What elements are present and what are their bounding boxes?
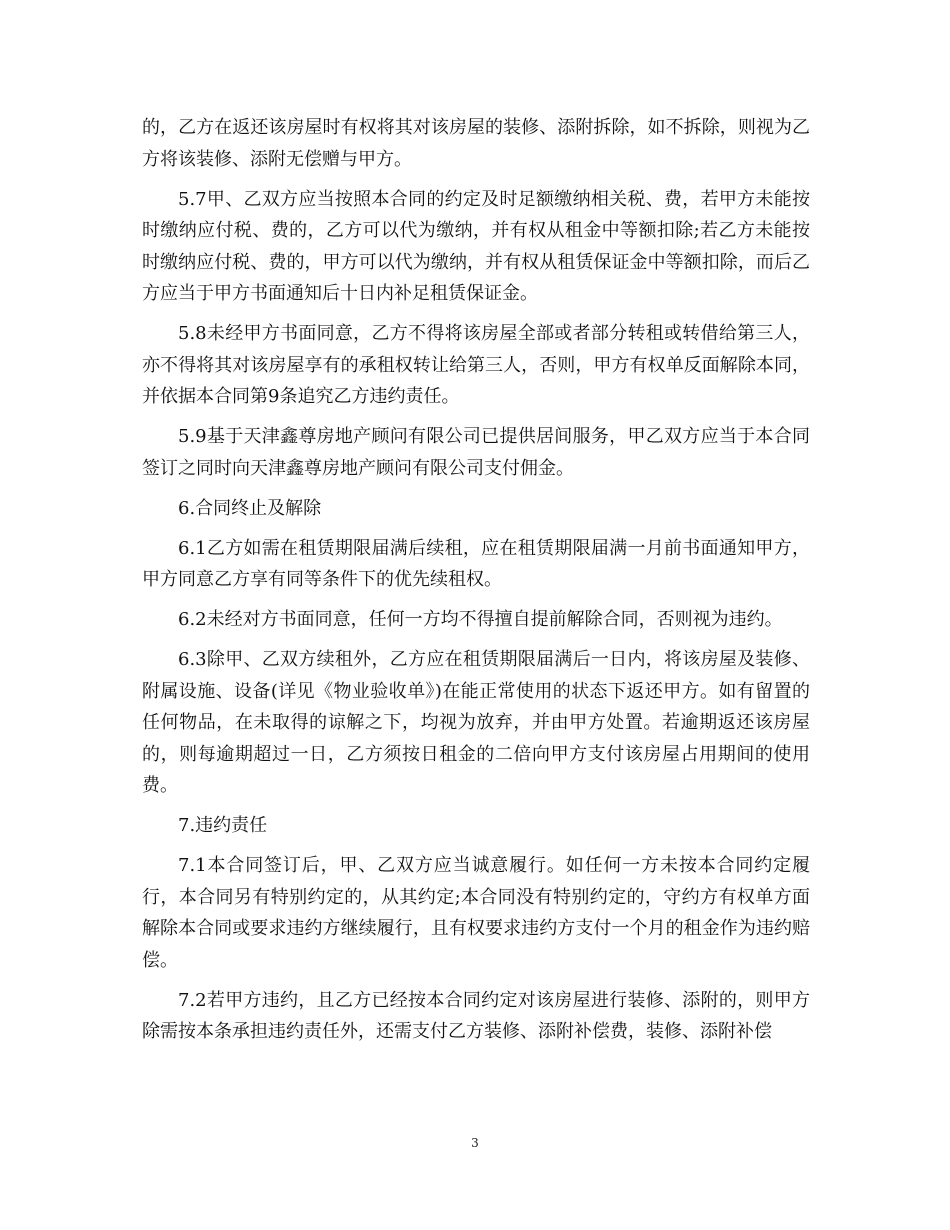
paragraph-6-2: 6.2未经对方书面同意，任何一方均不得擅自提前解除合同，否则视为违约。 xyxy=(178,609,783,630)
paragraph-5-7: 5.7甲、乙双方应当按照本合同的约定及时足额缴纳相关税、费，若甲方未能按时缴纳应付税、费的，乙方可以代为缴纳，并有权从租金中等额扣除;若乙方未能按时缴纳应付税、费的，甲方可以代为缴纳，并有权从租赁保证金中等额扣除，而后乙方应当于甲方书面通知后十日内补足租赁保证金。 xyxy=(142,188,810,304)
page-number: 3 xyxy=(471,1136,479,1150)
section-heading-6: 6.合同终止及解除 xyxy=(178,497,322,519)
paragraph-6-1: 6.1乙方如需在租赁期限届满后续租，应在租赁期限届满一月前书面通知甲方，甲方同意乙方享有同等条件下的优先续租权。 xyxy=(142,537,810,590)
section-heading-7: 7.违约责任 xyxy=(178,815,268,836)
paragraph-continued: 的，乙方在返还该房屋时有权将其对该房屋的装修、添附拆除，如不拆除，则视为乙方将该装修、添附无偿赠与甲方。 xyxy=(142,117,810,170)
paragraph-7-1: 7.1本合同签订后，甲、乙双方应当诚意履行。如任何一方未按本合同约定履行，本合同另有特别约定的，从其约定;本合同没有特别约定的，守约方有权单方面解除本合同或要求违约方继续履行，且有权要求违约方支付一个月的租金作为违约赔偿。 xyxy=(142,855,810,971)
paragraph-5-9: 5.9基于天津鑫尊房地产顾问有限公司已提供居间服务，甲乙双方应当于本合同签订之同时向天津鑫尊房地产顾问有限公司支付佣金。 xyxy=(142,426,810,479)
paragraph-7-2: 7.2若甲方违约，且乙方已经按本合同约定对该房屋进行装修、添附的，则甲方除需按本条承担违约责任外，还需支付乙方装修、添附补偿费，装修、添附补偿 xyxy=(142,989,810,1042)
paragraph-5-8: 5.8未经甲方书面同意，乙方不得将该房屋全部或者部分转租或转借给第三人，亦不得将其对该房屋享有的承租权转让给第三人，否则，甲方有权单反面解除本同，并依据本合同第9条追究乙方违约责任。 xyxy=(142,323,810,407)
paragraph-6-3: 6.3除甲、乙双方续租外，乙方应在租赁期限届满后一日内，将该房屋及装修、附属设施、设备(详见《物业验收单》)在能正常使用的状态下返还甲方。如有留置的任何物品，在未取得的谅解之下，均视为放弃，并由甲方处置。若逾期返还该房屋的，则每逾期超过一日，乙方须按日租金的二倍向甲方支付该房屋占用期间的使用费。 xyxy=(142,649,810,796)
document-body xyxy=(142,112,810,1056)
